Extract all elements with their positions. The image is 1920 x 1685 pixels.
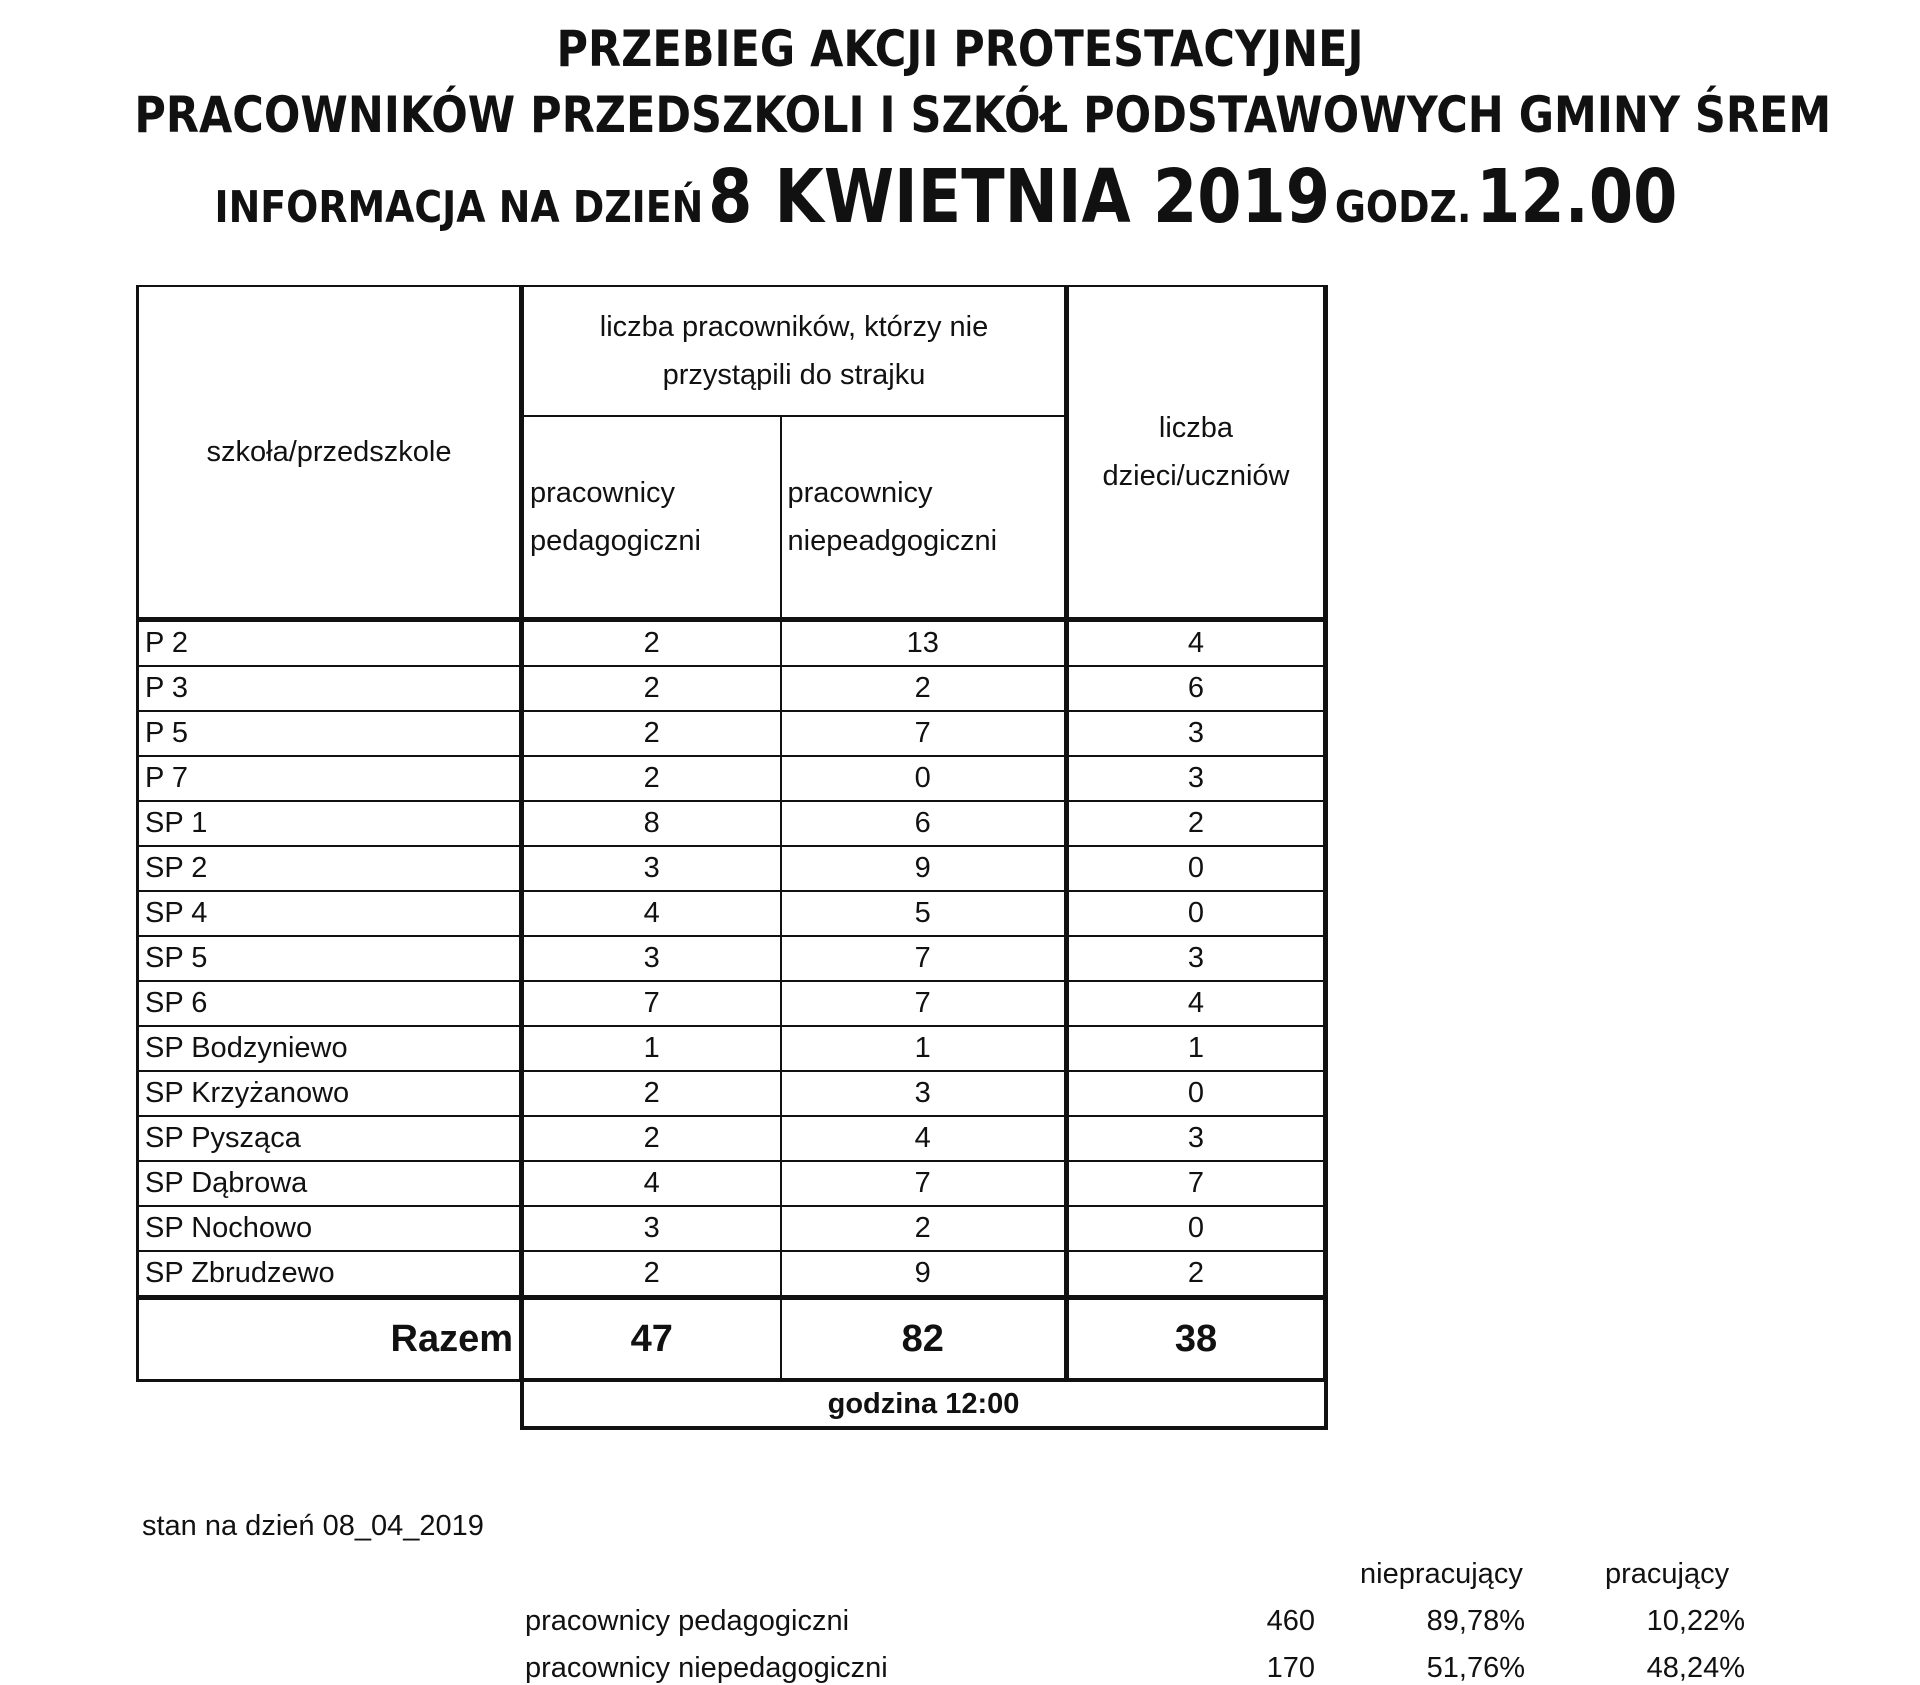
table-row	[138, 936, 1326, 981]
cell-children: 7	[1067, 1161, 1326, 1206]
cell-ped: 8	[522, 801, 781, 846]
cell-nieped: 9	[781, 846, 1067, 891]
cell-children: 0	[1067, 1206, 1326, 1251]
title-godz-label: GODZ.	[1334, 182, 1472, 233]
footer-spacer	[138, 1380, 522, 1428]
footer-row	[138, 1380, 1326, 1428]
date-note: stan na dzień 08_04_2019	[142, 1510, 484, 1542]
cell-nieped: 2	[781, 666, 1067, 711]
cell-name: SP 2	[138, 846, 522, 891]
summary-col-pracujacy: pracujący	[1605, 1558, 1730, 1590]
cell-nieped: 9	[781, 1251, 1067, 1298]
total-label: Razem	[138, 1298, 522, 1381]
cell-ped: 3	[522, 936, 781, 981]
cell-nieped: 4	[781, 1116, 1067, 1161]
cell-name: P 7	[138, 756, 522, 801]
total-nieped: 82	[781, 1298, 1067, 1381]
summary-row-niepracujacy: 51,76%	[1426, 1652, 1525, 1684]
title-line-2: PRACOWNIKÓW PRZEDSZKOLI I SZKÓŁ PODSTAWOWYCH GMINY ŚREM	[134, 86, 1832, 144]
cell-ped: 7	[522, 981, 781, 1026]
cell-ped: 2	[522, 620, 781, 667]
table-row	[138, 846, 1326, 891]
table-row	[138, 1251, 1326, 1298]
cell-name: SP Nochowo	[138, 1206, 522, 1251]
summary-row-pracujacy: 48,24%	[1646, 1652, 1745, 1684]
cell-nieped: 13	[781, 620, 1067, 667]
footer-time: godzina 12:00	[522, 1380, 1326, 1428]
cell-name: SP Krzyżanowo	[138, 1071, 522, 1116]
cell-children: 4	[1067, 981, 1326, 1026]
cell-name: SP 5	[138, 936, 522, 981]
cell-name: SP 4	[138, 891, 522, 936]
total-children: 38	[1067, 1298, 1326, 1381]
cell-children: 0	[1067, 1071, 1326, 1116]
cell-children: 2	[1067, 801, 1326, 846]
cell-name: P 3	[138, 666, 522, 711]
total-row	[138, 1298, 1326, 1381]
cell-ped: 2	[522, 1116, 781, 1161]
cell-ped: 2	[522, 756, 781, 801]
summary-row-niepracujacy: 89,78%	[1426, 1605, 1525, 1637]
cell-children: 6	[1067, 666, 1326, 711]
table-row	[138, 801, 1326, 846]
cell-children: 3	[1067, 1116, 1326, 1161]
cell-ped: 2	[522, 1251, 781, 1298]
header-children: liczba dzieci/uczniów	[1067, 286, 1326, 620]
title-date: 8 KWIETNIA 2019	[708, 154, 1331, 240]
cell-ped: 1	[522, 1026, 781, 1071]
cell-name: SP Dąbrowa	[138, 1161, 522, 1206]
cell-ped: 2	[522, 1071, 781, 1116]
table-row	[138, 1116, 1326, 1161]
cell-nieped: 7	[781, 1161, 1067, 1206]
cell-children: 0	[1067, 891, 1326, 936]
cell-nieped: 7	[781, 936, 1067, 981]
cell-ped: 3	[522, 846, 781, 891]
cell-nieped: 6	[781, 801, 1067, 846]
cell-name: P 2	[138, 620, 522, 667]
cell-children: 4	[1067, 620, 1326, 667]
cell-name: SP Zbrudzewo	[138, 1251, 522, 1298]
cell-ped: 4	[522, 891, 781, 936]
table-row	[138, 1071, 1326, 1116]
table-row	[138, 1161, 1326, 1206]
cell-nieped: 5	[781, 891, 1067, 936]
cell-ped: 2	[522, 711, 781, 756]
title-line-3	[120, 154, 1771, 240]
table-row	[138, 1206, 1326, 1251]
title-info-prefix: INFORMACJA NA DZIEŃ	[214, 182, 704, 233]
cell-name: SP 6	[138, 981, 522, 1026]
title-line-1: PRZEBIEG AKCJI PROTESTACYJNEJ	[556, 20, 1364, 78]
table-row	[138, 891, 1326, 936]
summary-row-pracujacy: 10,22%	[1646, 1605, 1745, 1637]
cell-name: SP Bodzyniewo	[138, 1026, 522, 1071]
table-row	[138, 620, 1326, 667]
total-ped: 47	[522, 1298, 781, 1381]
cell-children: 3	[1067, 756, 1326, 801]
cell-ped: 4	[522, 1161, 781, 1206]
cell-name: SP 1	[138, 801, 522, 846]
table-row	[138, 711, 1326, 756]
cell-children: 3	[1067, 711, 1326, 756]
summary-row-count: 460	[1266, 1605, 1315, 1637]
summary-col-niepracujacy: niepracujący	[1360, 1558, 1523, 1590]
cell-name: SP Pysząca	[138, 1116, 522, 1161]
table-row	[138, 981, 1326, 1026]
table-row	[138, 666, 1326, 711]
cell-nieped: 2	[781, 1206, 1067, 1251]
summary-row-label: pracownicy niepedagogiczni	[525, 1652, 888, 1684]
table-row	[138, 1026, 1326, 1071]
cell-nieped: 0	[781, 756, 1067, 801]
cell-nieped: 7	[781, 981, 1067, 1026]
cell-nieped: 7	[781, 711, 1067, 756]
header-group: liczba pracowników, którzy nie przystąpili do strajku	[522, 286, 1067, 416]
header-ped: pracownicy pedagogiczni	[522, 416, 781, 620]
cell-children: 2	[1067, 1251, 1326, 1298]
summary-row-count: 170	[1266, 1652, 1315, 1684]
cell-name: P 5	[138, 711, 522, 756]
cell-nieped: 1	[781, 1026, 1067, 1071]
cell-nieped: 3	[781, 1071, 1067, 1116]
table-row	[138, 756, 1326, 801]
header-nieped: pracownicy niepeadgogiczni	[781, 416, 1067, 620]
cell-children: 3	[1067, 936, 1326, 981]
strike-table	[136, 285, 1328, 1430]
header-school: szkoła/przedszkole	[138, 286, 522, 620]
cell-ped: 3	[522, 1206, 781, 1251]
cell-ped: 2	[522, 666, 781, 711]
cell-children: 1	[1067, 1026, 1326, 1071]
title-time: 12.00	[1476, 154, 1678, 240]
cell-children: 0	[1067, 846, 1326, 891]
summary-row-label: pracownicy pedagogiczni	[525, 1605, 850, 1637]
